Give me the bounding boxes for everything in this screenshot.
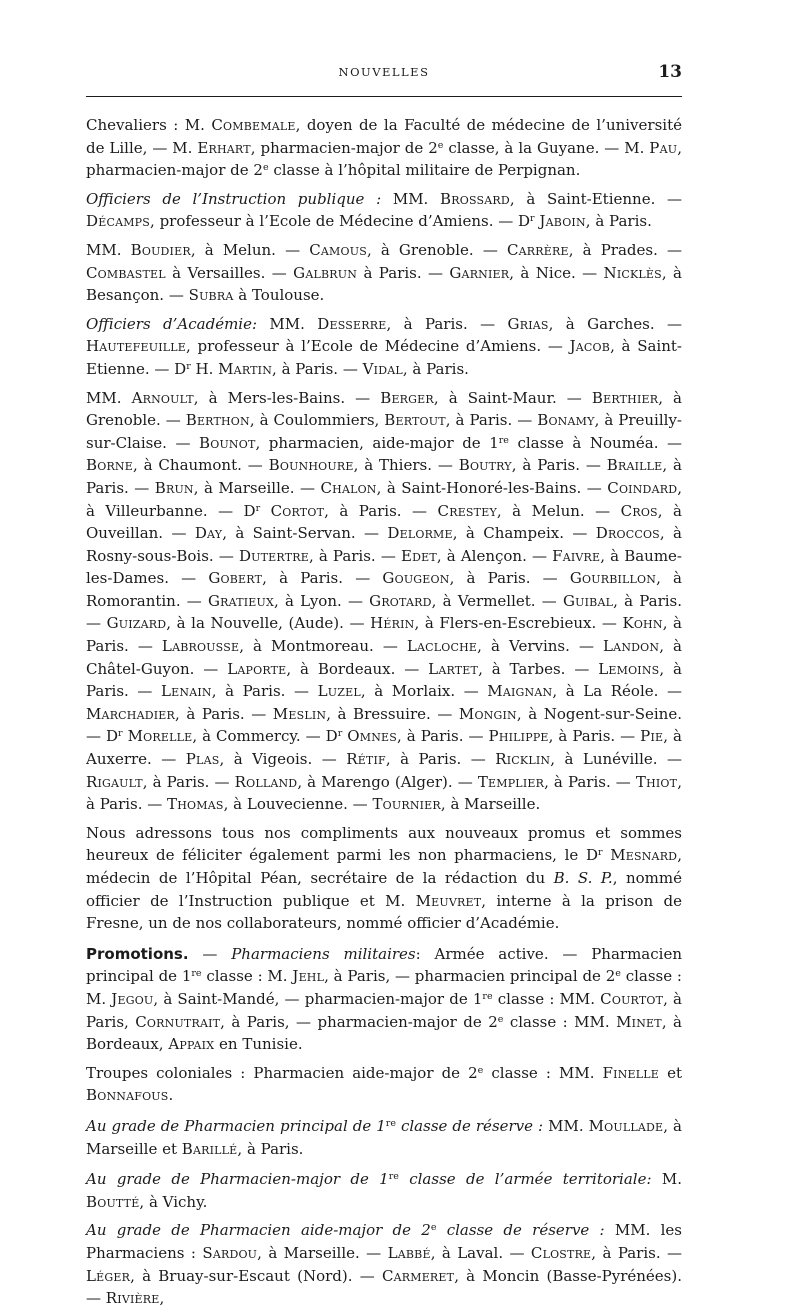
person-name: Cortot [270, 501, 325, 520]
text-run: , à Montmoreau. — [239, 637, 407, 656]
person-name: Marchadier [86, 704, 176, 723]
person-name: Philippe [488, 727, 549, 746]
paragraph [86, 239, 682, 307]
text-run: , à Thiers. — [353, 456, 459, 475]
text-run: MM. [543, 1116, 589, 1135]
text-run: , à Alençon. — [436, 546, 553, 565]
text-run: , à Saint-Maur. — [433, 388, 592, 407]
text-run: , à Tarbes. — [478, 659, 599, 678]
text-run: : Armée active. — Pharmacien principal de 1 [86, 944, 682, 986]
superscript: r [186, 360, 191, 372]
text-run: , à Preuilly-sur-Claise. — [86, 411, 682, 452]
person-name: Erhart [197, 138, 251, 157]
text-run: , à Saint-Honoré-les-Bains. — [376, 478, 608, 497]
paragraph [86, 1115, 682, 1160]
text-run: , doyen de la Faculté de médecine de l’université de Lille, — M. [86, 116, 682, 157]
person-name: Subra [188, 286, 234, 305]
text-run: , à Romorantin. — [86, 569, 682, 610]
person-name: Thiot [635, 772, 678, 791]
person-name: Thomas [167, 795, 224, 814]
text-run: , à Marengo (Alger). — [297, 772, 478, 791]
person-name: Berger [380, 388, 434, 407]
paragraph [86, 1062, 682, 1107]
text-run: , à Saint-Etienne. — D [86, 337, 682, 378]
person-name: Léger [86, 1266, 131, 1285]
person-name: Hautefeuille [86, 337, 186, 356]
document-body [86, 114, 682, 1310]
text-run: en Tunisie. [214, 1035, 303, 1054]
person-name: Meuvret [415, 891, 482, 910]
superscript: e [262, 162, 269, 174]
person-name: Brun [154, 478, 194, 497]
person-name: Lenain [161, 682, 212, 701]
text-run: , à Paris. — [449, 569, 570, 588]
person-name: Nicklès [603, 263, 662, 282]
superscript: r [597, 847, 603, 859]
person-name: Berthon [185, 411, 250, 430]
superscript: e [430, 1222, 437, 1234]
person-name: Sardou [202, 1243, 258, 1262]
superscript: e [477, 1064, 484, 1076]
text-run: classe à Nouméa. — [508, 433, 682, 452]
text-run: , à Grenoble. — [366, 240, 507, 259]
person-name: Morelle [127, 727, 193, 746]
text-run: , à Vigeois. — [219, 750, 347, 769]
text-run: , à Bressuire. — [326, 704, 459, 723]
person-name: Brossard [440, 189, 510, 208]
page-number: 13 [658, 62, 682, 82]
text-run: , à Paris. — [548, 727, 641, 746]
text-run: , à Paris. [585, 212, 652, 231]
text-run: MM. [86, 240, 131, 259]
person-name: Pau [649, 138, 678, 157]
text-run: , à Paris. — [142, 772, 235, 791]
person-name: Dutertre [238, 546, 309, 565]
person-name: Jacob [569, 337, 611, 356]
text-run: à Versailles. — [165, 263, 294, 282]
person-name: Guibal [562, 591, 614, 610]
person-name: Combemale [211, 116, 296, 134]
superscript: e [615, 968, 621, 980]
person-name: Jehl [292, 967, 325, 986]
text-run: , à Nice. — [509, 263, 604, 282]
person-name: Plas [185, 750, 220, 769]
person-name: Bonamy [537, 411, 595, 430]
text-run: , à Lyon. — [274, 591, 370, 610]
person-name: Clostre [530, 1243, 592, 1262]
superscript: r [118, 728, 123, 740]
text-run: , pharmacien-major de 2 [250, 138, 438, 157]
text-run: à Toulouse. [233, 286, 325, 305]
text-run: , à Melun. — [496, 501, 621, 520]
text-run: , à La Réole. — [552, 682, 682, 701]
person-name: Delorme [387, 524, 453, 543]
paragraph [86, 943, 682, 1056]
text-run: , à Nogent-sur-Seine. — D [86, 704, 682, 746]
italic-text: Officiers d’Académie: [86, 314, 258, 333]
text-run: , à Vermellet. — [431, 591, 563, 610]
superscript: r [530, 213, 535, 225]
italic-text: classe de l’armée territoriale: [398, 1170, 652, 1189]
text-run: , à Moncin (Basse-Pyrénées). — [86, 1266, 682, 1308]
italic-text: Au grade de Pharmacien principal de 1 [86, 1116, 386, 1135]
text-run: , à Bruay-sur-Escaut (Nord). — [130, 1266, 382, 1285]
text-run: , pharmacien, aide-major de 1 [255, 433, 499, 452]
text-run: , à Paris. [402, 359, 469, 378]
superscript: e [437, 139, 444, 151]
person-name: Maignan [487, 682, 553, 701]
person-name: Appaix [168, 1035, 215, 1054]
text-run: , à Saint-Servan. — [222, 524, 388, 543]
text-run: , à Paris. — [86, 772, 682, 814]
person-name: Barillé [181, 1139, 238, 1158]
text-run: , à Paris. — [86, 591, 682, 633]
text-run: , à Louvecienne. — [223, 795, 373, 814]
text-run: , nommé officier de l’Instruction publique et M. [86, 869, 682, 910]
person-name: Boudier [130, 240, 191, 259]
text-run: classe : MM. [492, 989, 601, 1008]
person-name: Rolland [234, 772, 298, 791]
person-name: Rigault [86, 772, 143, 791]
person-name: Mesnard [610, 846, 678, 865]
text-run: , à Bordeaux, [86, 1012, 682, 1054]
person-name: Boutté [86, 1192, 140, 1211]
text-run: , à Commercy. — D [192, 727, 338, 746]
text-run: , médecin de l’Hôpital Péan, secrétaire de la rédaction du [86, 846, 682, 887]
person-name: Mongin [458, 704, 517, 723]
person-name: Jaboin [539, 212, 586, 231]
person-name: Lacloche [406, 637, 478, 656]
paragraph [86, 313, 682, 381]
text-run: , interne à la prison de Fresne, un de nos collaborateurs, nommé officier d’Académie. [86, 891, 682, 933]
text-run: , à Laval. — [430, 1243, 531, 1262]
text-run: , à Auxerre. — [86, 727, 682, 769]
person-name: Rétif [346, 750, 386, 769]
text-run: , à Paris. — [262, 569, 383, 588]
person-name: Tournier [372, 795, 441, 814]
person-name: Desserre [317, 314, 387, 333]
text-run: , à Saint-Mandé, — pharmacien-major de 1 [153, 989, 483, 1008]
text-run: Chevaliers : M. [86, 116, 212, 134]
text-run: , à Champeix. — [452, 524, 596, 543]
text-run: classe : MM. [503, 1012, 617, 1031]
text-run: , à Paris, [86, 989, 682, 1031]
person-name: Garnier [449, 263, 510, 282]
text-run: , à Lunéville. — [550, 750, 682, 769]
text-run: à Paris. — [357, 263, 450, 282]
paragraph [86, 1168, 682, 1213]
person-name: Edet [400, 546, 437, 565]
person-name: Coindard [607, 478, 678, 497]
superscript: re [482, 990, 493, 1002]
text-run: et [659, 1063, 682, 1082]
text-run: , à Marseille. — [193, 478, 321, 497]
person-name: Rivière [105, 1289, 160, 1308]
text-run: , à Saint-Etienne. — [509, 189, 683, 208]
person-name: Day [194, 524, 223, 543]
text-run: , à Marseille. [440, 795, 541, 814]
text-run: , à Paris. — [308, 546, 401, 565]
text-run: MM. [257, 314, 318, 333]
text-run: , à Paris. — [175, 704, 273, 723]
text-run: , à Rosny-sous-Bois. — [86, 524, 682, 565]
text-run: , à Baume-les-Dames. — [86, 546, 682, 588]
text-run: , à Bordeaux. — [286, 659, 429, 678]
text-run: , à Prades. — [568, 240, 682, 259]
paragraph [86, 188, 682, 233]
text-run: , à Mers-les-Bains. — [193, 388, 381, 407]
person-name: Finelle [602, 1063, 659, 1082]
text-run: , à Marseille. — [257, 1243, 388, 1262]
text-run: , à Paris. — [324, 501, 438, 520]
italic-text: Au grade de Pharmacien-major de 1 [86, 1170, 389, 1189]
person-name: Bounhoure [268, 456, 354, 475]
person-name: Berthier [591, 388, 659, 407]
paragraph [86, 387, 682, 816]
person-name: Gourbillon [569, 569, 657, 588]
text-run: , à Ouveillan. — [86, 501, 682, 543]
text-run: , à Paris, — pharmacien principal de 2 [324, 967, 616, 986]
header-rule [86, 96, 682, 97]
person-name: Crestey [437, 501, 497, 520]
text-run: classe : M. [86, 967, 682, 1008]
text-run: , à Villeurbanne. — D [86, 478, 682, 520]
italic-text: classe de réserve : [395, 1116, 544, 1135]
text-run: , à Grenoble. — [86, 388, 682, 430]
text-run: — [188, 944, 232, 963]
person-name: Courtot [600, 989, 664, 1008]
text-run: classe : M. [201, 967, 293, 986]
person-name: Pie [640, 727, 664, 746]
text-run: Nous adressons tous nos compliments aux nouveaux promus et sommes heureux de féliciter également parmi les non pharmaciens, le D [86, 823, 682, 865]
text-run: , professeur à l’Ecole de Médecine d’Amiens. — [185, 337, 570, 356]
person-name: Landon [603, 637, 660, 656]
person-name: Guizard [106, 614, 167, 633]
text-run: , à Paris. — [385, 750, 496, 769]
text-run: classe à l’hôpital militaire de Perpignan. [268, 161, 581, 180]
person-name: Vidal [362, 359, 403, 378]
section-heading: Promotions. [86, 944, 189, 963]
italic-text: Officiers de l’Instruction publique : [86, 189, 382, 208]
text-run: , à Paris. — [591, 1243, 683, 1262]
text-run: Troupes coloniales : Pharmacien aide-major de 2 [86, 1063, 478, 1082]
person-name: Faivre [552, 546, 601, 565]
text-run: . [168, 1086, 174, 1105]
text-run: , à Vervins. — [477, 637, 604, 656]
person-name: Meslin [272, 704, 327, 723]
person-name: Borne [86, 456, 133, 475]
person-name: Grotard [369, 591, 432, 610]
person-name: Lemoins [598, 659, 660, 678]
person-name: Jegou [111, 989, 154, 1008]
text-run: MM. [381, 189, 441, 208]
person-name: Omnes [347, 727, 398, 746]
paragraph [86, 1219, 682, 1309]
person-name: Cros [620, 501, 658, 520]
person-name: Arnoult [131, 388, 194, 407]
person-name: Kohn [622, 614, 663, 633]
person-name: Bounot [199, 433, 256, 452]
person-name: Moullade [588, 1116, 664, 1135]
paragraph [86, 822, 682, 935]
text-run: , [159, 1289, 165, 1308]
person-name: Gratieux [208, 591, 275, 610]
text-run: H. [190, 359, 219, 378]
person-name: Templier [477, 772, 545, 791]
person-name: Gobert [208, 569, 263, 588]
person-name: Bonnafous [86, 1086, 169, 1105]
text-run: , à Paris. — [86, 456, 682, 497]
person-name: Laporte [227, 659, 287, 678]
text-run: MM. les Pharmaciens : [86, 1221, 682, 1262]
text-run: , à Châtel-Guyon. — [86, 637, 682, 678]
person-name: Camous [309, 240, 367, 259]
text-run: , à Paris. — [86, 614, 682, 656]
superscript: r [255, 502, 261, 514]
text-run: , à Vichy. [139, 1192, 208, 1211]
person-name: Lartet [428, 659, 479, 678]
person-name: Bertout [384, 411, 446, 430]
person-name: Martin [218, 359, 273, 378]
paragraph [86, 114, 682, 182]
text-run: , professeur à l’Ecole de Médecine d’Amiens. — D [150, 212, 531, 231]
person-name: Galbrun [293, 263, 358, 282]
text-run: , à Coulommiers, [249, 411, 385, 430]
text-run: , à Marseille et [86, 1116, 683, 1158]
person-name: Luzel [317, 682, 361, 701]
text-run: , à Garches. — [548, 314, 682, 333]
text-run: , à Besançon. — [86, 263, 682, 305]
text-run: , à Morlaix. — [360, 682, 488, 701]
text-run [260, 502, 270, 520]
person-name: Minet [616, 1012, 662, 1031]
text-run: , à Melun. — [190, 240, 310, 259]
person-name: Décamps [86, 212, 151, 231]
italic-text: B. S. P. [553, 869, 613, 887]
person-name: Droccos [595, 524, 660, 543]
person-name: Grias [507, 314, 549, 333]
running-head [86, 62, 682, 86]
text-run: , à Paris. — [397, 727, 489, 746]
person-name: Boutry [458, 456, 512, 475]
person-name: Gougeon [382, 569, 450, 588]
person-name: Combastel [86, 263, 166, 282]
text-run: , à Paris. — [211, 682, 318, 701]
superscript: re [385, 1117, 396, 1129]
italic-text: Au grade de Pharmacien aide-major de 2 [86, 1221, 431, 1240]
text-run: , à Paris, — pharmacien-major de 2 [220, 1012, 498, 1031]
superscript: re [191, 968, 202, 980]
superscript: r [337, 728, 343, 740]
superscript: re [498, 434, 509, 446]
text-run: M. [651, 1170, 682, 1189]
text-run: , à la Nouvelle, (Aude). — [166, 614, 371, 633]
text-run: , à Chaumont. — [132, 456, 269, 475]
text-run: MM. [86, 388, 132, 407]
text-run: , à Paris. — [445, 411, 538, 430]
person-name: Ricklin [495, 750, 551, 769]
running-title: NOUVELLES [338, 65, 430, 79]
text-run: , à Paris. — [386, 314, 508, 333]
person-name: Braille [606, 456, 663, 475]
person-name: Labbé [387, 1243, 431, 1262]
person-name: Labrousse [161, 637, 240, 656]
text-run: classe, à la Guyane. — M. [443, 138, 650, 157]
text-run: , à Flers-en-Escrebieux. — [414, 614, 623, 633]
text-run: , à Paris. — [272, 359, 363, 378]
person-name: Carrère [506, 240, 569, 259]
person-name: Chalon [320, 478, 377, 497]
text-run: classe : MM. [483, 1063, 603, 1082]
text-run: , pharmacien-major de 2 [86, 138, 682, 180]
text-run: , à Paris. — [511, 456, 607, 475]
person-name: Cornutrait [135, 1012, 221, 1031]
superscript: re [388, 1171, 399, 1183]
superscript: e [497, 1013, 504, 1025]
text-run: , à Paris. [237, 1139, 304, 1158]
person-name: Hérin [370, 614, 415, 633]
italic-text: classe de réserve : [436, 1221, 605, 1240]
text-run: , à Paris. — [86, 659, 682, 701]
person-name: Carmeret [381, 1266, 455, 1285]
italic-text: Pharmaciens militaires [231, 944, 416, 963]
text-run: , à Paris. — [544, 772, 636, 791]
